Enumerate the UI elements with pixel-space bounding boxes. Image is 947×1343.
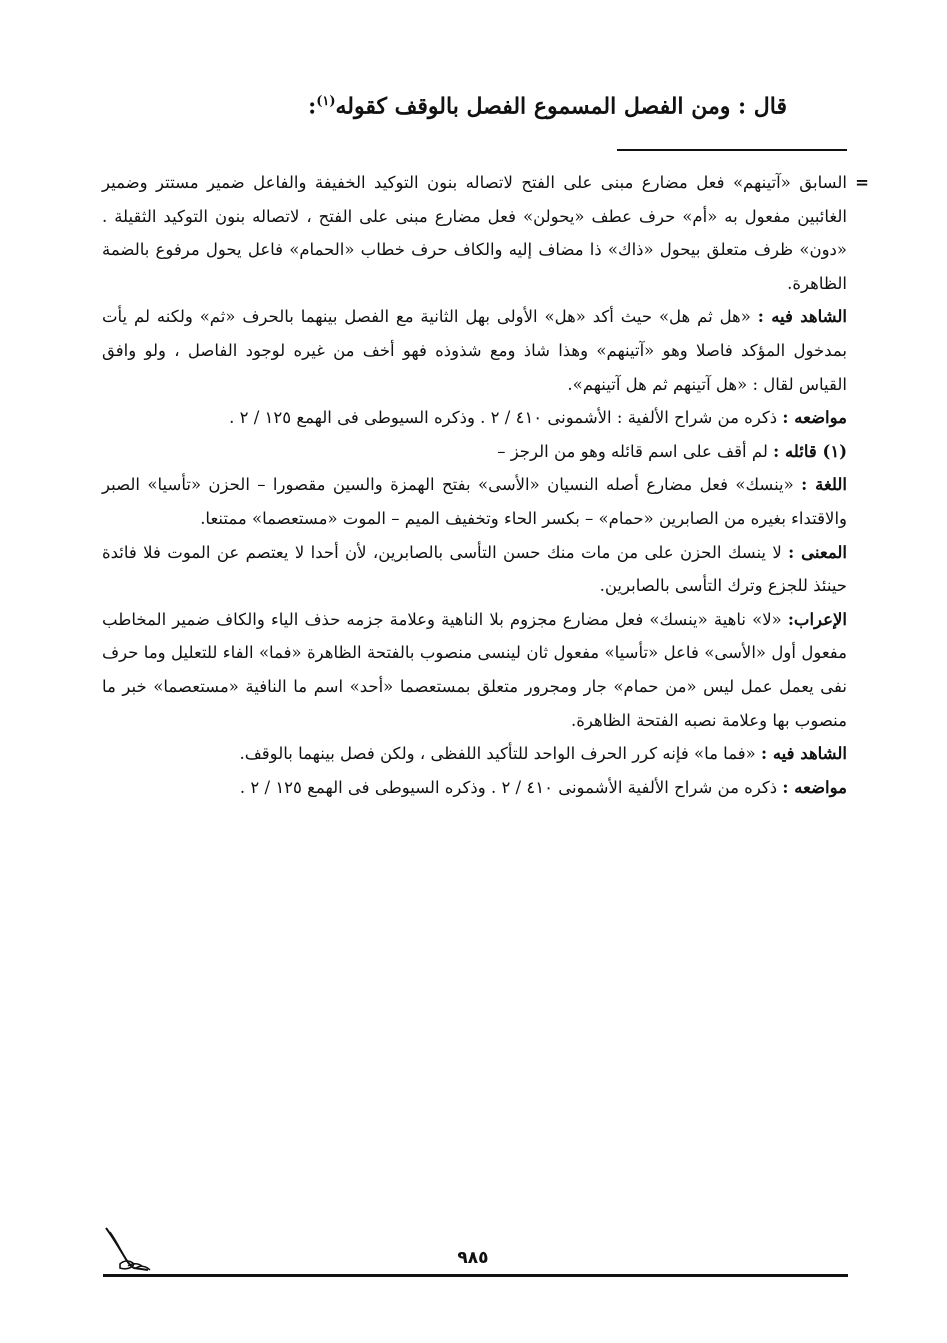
paragraph-text: ذكره من شراح الألفية : الأشمونى ٤١٠ / ٢ . وذكره السيوطى فى الهمع ١٢٥ / ٢ . <box>229 408 778 428</box>
paragraph-text: ذكره من شراح الألفية الأشمونى ٤١٠ / ٢ . وذكره السيوطى فى الهمع ١٢٥ / ٢ . <box>239 777 778 797</box>
quill-hand-icon <box>102 1224 154 1276</box>
paragraph-label: الإعراب: <box>787 609 847 629</box>
continuation-mark: = <box>855 173 869 192</box>
paragraph-meaning <box>102 536 847 603</box>
paragraph-sources <box>102 401 847 435</box>
page-number: ٩٨٥ <box>457 1248 489 1268</box>
paragraph-vocabulary <box>102 468 847 535</box>
paragraph-label: مواضعه : <box>782 777 847 797</box>
paragraph-text: «ينسك» فعل مضارع أصله النسيان «الأسى» بفتح الهمزة والسين مقصورا – الحزن «تأسيا» الصبر والاقتداء بغيره من الصابرين «حمام» – بكسر الحاء وتخفيف الميم – الموت «مستعصما» ممتنعا. <box>102 475 847 528</box>
paragraph-text: لا ينسك الحزن على من مات منك حسن التأسى بالصابرين، لأن أحدا لا يعتصم عن الموت فلا فائدة حينئذ للجزع وترك التأسى بالصابرين. <box>102 542 847 596</box>
paragraph-label: مواضعه : <box>782 408 847 428</box>
paragraph-label: المعنى : <box>788 542 847 562</box>
paragraph-text: السابق «آتينهم» فعل مضارع مبنى على الفتح لاتصاله بنون التوكيد الخفيفة والفاعل ضمير مستتر وضمير الغائبين مفعول به «أم» حرف عطف «يحولن» فعل مضارع مبنى على الفتح ، لاتصاله بنون التوكيد الثقيلة . «دون» ظرف متعلق بيحول «ذاك» ذا مضاف إليه والكاف حرف خطاب «الحمام» فاعل يحول مرفوع بالضمة الظاهرة. <box>102 173 847 293</box>
paragraph-text: «فما ما» فإنه كرر الحرف الواحد للتأكيد اللفظى ، ولكن فصل بينهما بالوقف. <box>239 744 756 764</box>
paragraph-parsing <box>102 603 847 737</box>
paragraph-label: الشاهد فيه : <box>760 744 847 764</box>
paragraph-evidence-2 <box>102 737 847 771</box>
paragraph-text: «هل ثم هل» حيث أكد «هل» الأولى بهل الثانية مع الفصل بينهما بالحرف «ثم» ولكنه لم يأت بمدخول المؤكد فاصلا وهو «آتينهم» وهذا شاذ ومع شذوذه فهو أخف من غيره لوجود الفاصل ، ولو وافق القياس لقال : «هل آتينهم ثم هل آتينهم». <box>102 307 847 394</box>
paragraph-sources-2 <box>102 771 847 805</box>
verse-intro-heading <box>147 82 787 126</box>
paragraph-evidence <box>102 300 847 401</box>
paragraph-label: اللغة : <box>801 475 848 495</box>
heading-colon: : <box>308 93 317 120</box>
footnote-separator <box>617 149 847 151</box>
footnote-body <box>102 166 869 804</box>
paragraph-parsing-continued <box>102 166 847 300</box>
paragraph-label: الشاهد فيه : <box>757 307 847 327</box>
paragraph-label: (١) قائله : <box>773 441 847 461</box>
paragraph-text: لم أقف على اسم قائله وهو من الرجز – <box>497 441 768 461</box>
paragraph-text: «لا» ناهية «ينسك» فعل مضارع مجزوم بلا الناهية وعلامة جزمه حذف الياء والكاف ضمير المخاطب مفعول أول «الأسى» فاعل «تأسيا» مفعول ثان لينسى منصوب بالفتحة الظاهرة «فما» الفاء للتعليل وما حرف نفى يعمل عمل ليس «من حمام» جار ومجرور متعلق بمستعصما «أحد» اسم ما النافية «مستعصما» خبر ما منصوب بها وعلامة نصبه الفتحة الظاهرة. <box>102 609 847 730</box>
heading-text: قال : ومن الفصل المسموع الفصل بالوقف كقوله <box>335 93 787 120</box>
footer-rule <box>103 1274 848 1277</box>
paragraph-footnote-author <box>102 435 847 469</box>
footnote-reference: (١) <box>316 94 336 109</box>
